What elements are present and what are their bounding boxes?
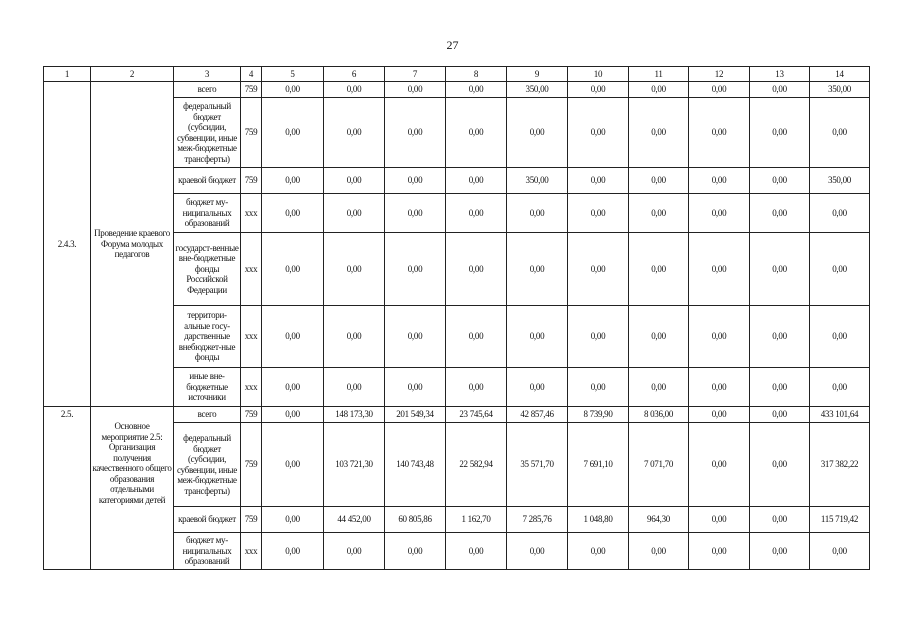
amount-cell: 0,00 [750, 233, 810, 306]
amount-cell: 0,00 [689, 82, 750, 98]
amount-cell: 0,00 [689, 168, 750, 194]
amount-cell: 0,00 [689, 407, 750, 423]
amount-cell: 0,00 [810, 233, 870, 306]
amount-cell: 0,00 [385, 368, 446, 407]
amount-cell: 0,00 [385, 233, 446, 306]
amount-cell: 0,00 [507, 98, 568, 168]
column-header-7: 7 [385, 67, 446, 82]
funding-source: федеральный бюджет (субсидии, субвенции, иные меж-бюджетные трансферты) [174, 98, 241, 168]
amount-cell: 103 721,30 [324, 423, 385, 507]
amount-cell: 8 739,90 [568, 407, 629, 423]
column-header-11: 11 [629, 67, 689, 82]
amount-cell: 60 805,86 [385, 507, 446, 533]
column-header-14: 14 [810, 67, 870, 82]
amount-cell: 0,00 [568, 168, 629, 194]
table-row [44, 82, 870, 98]
amount-cell: 0,00 [568, 98, 629, 168]
amount-cell: 0,00 [750, 507, 810, 533]
amount-cell: 0,00 [810, 194, 870, 233]
amount-cell: 0,00 [689, 306, 750, 368]
amount-cell: 0,00 [262, 233, 324, 306]
page-number: 27 [446, 38, 459, 52]
item-name: Проведение краевого Форума молодых педагогов [91, 82, 174, 407]
column-header-6: 6 [324, 67, 385, 82]
amount-cell: 0,00 [324, 168, 385, 194]
budget-code: xxx [241, 306, 262, 368]
amount-cell: 44 452,00 [324, 507, 385, 533]
amount-cell: 317 382,22 [810, 423, 870, 507]
budget-code: 759 [241, 507, 262, 533]
amount-cell: 0,00 [750, 533, 810, 570]
amount-cell: 148 173,30 [324, 407, 385, 423]
amount-cell: 0,00 [446, 168, 507, 194]
amount-cell: 1 048,80 [568, 507, 629, 533]
amount-cell: 0,00 [689, 507, 750, 533]
amount-cell: 0,00 [262, 98, 324, 168]
funding-source: бюджет му-ниципальных образований [174, 533, 241, 570]
funding-source: федеральный бюджет (субсидии, субвенции, иные меж-бюджетные трансферты) [174, 423, 241, 507]
amount-cell: 0,00 [629, 306, 689, 368]
amount-cell: 0,00 [324, 233, 385, 306]
amount-cell: 0,00 [324, 368, 385, 407]
amount-cell: 0,00 [689, 533, 750, 570]
amount-cell: 0,00 [385, 533, 446, 570]
amount-cell: 0,00 [385, 194, 446, 233]
amount-cell: 0,00 [507, 233, 568, 306]
funding-source: всего [174, 82, 241, 98]
amount-cell: 0,00 [629, 194, 689, 233]
amount-cell: 350,00 [507, 82, 568, 98]
amount-cell: 0,00 [446, 98, 507, 168]
amount-cell: 0,00 [568, 533, 629, 570]
amount-cell: 0,00 [385, 168, 446, 194]
amount-cell: 22 582,94 [446, 423, 507, 507]
amount-cell: 0,00 [262, 368, 324, 407]
funding-source: государст-венные вне-бюджетные фонды Российской Федерации [174, 233, 241, 306]
item-name: Основное мероприятие 2.5: Организация получения качественного общего образования отдельными категориями детей [91, 407, 174, 570]
column-header-3: 3 [174, 67, 241, 82]
amount-cell: 0,00 [568, 82, 629, 98]
column-header-8: 8 [446, 67, 507, 82]
amount-cell: 0,00 [689, 194, 750, 233]
amount-cell: 0,00 [446, 194, 507, 233]
amount-cell: 0,00 [446, 533, 507, 570]
amount-cell: 0,00 [810, 98, 870, 168]
amount-cell: 0,00 [689, 423, 750, 507]
budget-table [43, 66, 870, 570]
amount-cell: 350,00 [507, 168, 568, 194]
amount-cell: 0,00 [507, 368, 568, 407]
amount-cell: 350,00 [810, 168, 870, 194]
amount-cell: 0,00 [446, 233, 507, 306]
budget-code: xxx [241, 233, 262, 306]
budget-code: xxx [241, 194, 262, 233]
amount-cell: 0,00 [446, 82, 507, 98]
amount-cell: 0,00 [262, 306, 324, 368]
item-code: 2.5. [44, 407, 91, 570]
amount-cell: 0,00 [385, 306, 446, 368]
budget-code: 759 [241, 168, 262, 194]
amount-cell: 0,00 [262, 423, 324, 507]
amount-cell: 0,00 [324, 98, 385, 168]
amount-cell: 0,00 [750, 368, 810, 407]
amount-cell: 0,00 [629, 368, 689, 407]
header-row [44, 67, 870, 82]
table-row [44, 407, 870, 423]
amount-cell: 0,00 [324, 194, 385, 233]
amount-cell: 350,00 [810, 82, 870, 98]
amount-cell: 0,00 [262, 507, 324, 533]
column-header-4: 4 [241, 67, 262, 82]
funding-source: краевой бюджет [174, 168, 241, 194]
funding-source: краевой бюджет [174, 507, 241, 533]
funding-source: всего [174, 407, 241, 423]
amount-cell: 0,00 [750, 168, 810, 194]
amount-cell: 0,00 [750, 423, 810, 507]
amount-cell: 0,00 [750, 194, 810, 233]
column-header-9: 9 [507, 67, 568, 82]
amount-cell: 8 036,00 [629, 407, 689, 423]
amount-cell: 201 549,34 [385, 407, 446, 423]
amount-cell: 0,00 [629, 233, 689, 306]
budget-code: 759 [241, 423, 262, 507]
budget-code: 759 [241, 407, 262, 423]
column-header-5: 5 [262, 67, 324, 82]
amount-cell: 0,00 [810, 306, 870, 368]
amount-cell: 0,00 [507, 533, 568, 570]
amount-cell: 0,00 [750, 98, 810, 168]
budget-code: 759 [241, 98, 262, 168]
amount-cell: 0,00 [507, 306, 568, 368]
amount-cell: 0,00 [689, 233, 750, 306]
budget-code: xxx [241, 368, 262, 407]
amount-cell: 0,00 [446, 368, 507, 407]
amount-cell: 7 691,10 [568, 423, 629, 507]
amount-cell: 0,00 [750, 82, 810, 98]
funding-source: территори-альные госу-дарственные внебюджет-ные фонды [174, 306, 241, 368]
amount-cell: 0,00 [568, 368, 629, 407]
amount-cell: 0,00 [750, 407, 810, 423]
amount-cell: 0,00 [568, 306, 629, 368]
column-header-13: 13 [750, 67, 810, 82]
amount-cell: 0,00 [385, 98, 446, 168]
amount-cell: 140 743,48 [385, 423, 446, 507]
amount-cell: 0,00 [446, 306, 507, 368]
amount-cell: 7 071,70 [629, 423, 689, 507]
amount-cell: 23 745,64 [446, 407, 507, 423]
amount-cell: 0,00 [262, 533, 324, 570]
amount-cell: 0,00 [810, 533, 870, 570]
amount-cell: 1 162,70 [446, 507, 507, 533]
amount-cell: 0,00 [262, 407, 324, 423]
amount-cell: 0,00 [750, 306, 810, 368]
amount-cell: 0,00 [629, 82, 689, 98]
item-code: 2.4.3. [44, 82, 91, 407]
amount-cell: 0,00 [324, 533, 385, 570]
column-header-10: 10 [568, 67, 629, 82]
amount-cell: 0,00 [568, 233, 629, 306]
amount-cell: 0,00 [262, 194, 324, 233]
funding-source: бюджет му-ниципальных образований [174, 194, 241, 233]
amount-cell: 0,00 [689, 98, 750, 168]
amount-cell: 433 101,64 [810, 407, 870, 423]
amount-cell: 0,00 [810, 368, 870, 407]
amount-cell: 0,00 [689, 368, 750, 407]
amount-cell: 0,00 [629, 533, 689, 570]
amount-cell: 0,00 [507, 194, 568, 233]
amount-cell: 0,00 [568, 194, 629, 233]
amount-cell: 0,00 [629, 168, 689, 194]
budget-code: xxx [241, 533, 262, 570]
amount-cell: 35 571,70 [507, 423, 568, 507]
amount-cell: 42 857,46 [507, 407, 568, 423]
amount-cell: 0,00 [324, 82, 385, 98]
budget-code: 759 [241, 82, 262, 98]
column-header-12: 12 [689, 67, 750, 82]
column-header-1: 1 [44, 67, 91, 82]
funding-source: иные вне-бюджетные источники [174, 368, 241, 407]
amount-cell: 115 719,42 [810, 507, 870, 533]
amount-cell: 0,00 [262, 168, 324, 194]
amount-cell: 964,30 [629, 507, 689, 533]
column-header-2: 2 [91, 67, 174, 82]
amount-cell: 0,00 [324, 306, 385, 368]
amount-cell: 7 285,76 [507, 507, 568, 533]
amount-cell: 0,00 [629, 98, 689, 168]
amount-cell: 0,00 [262, 82, 324, 98]
amount-cell: 0,00 [385, 82, 446, 98]
